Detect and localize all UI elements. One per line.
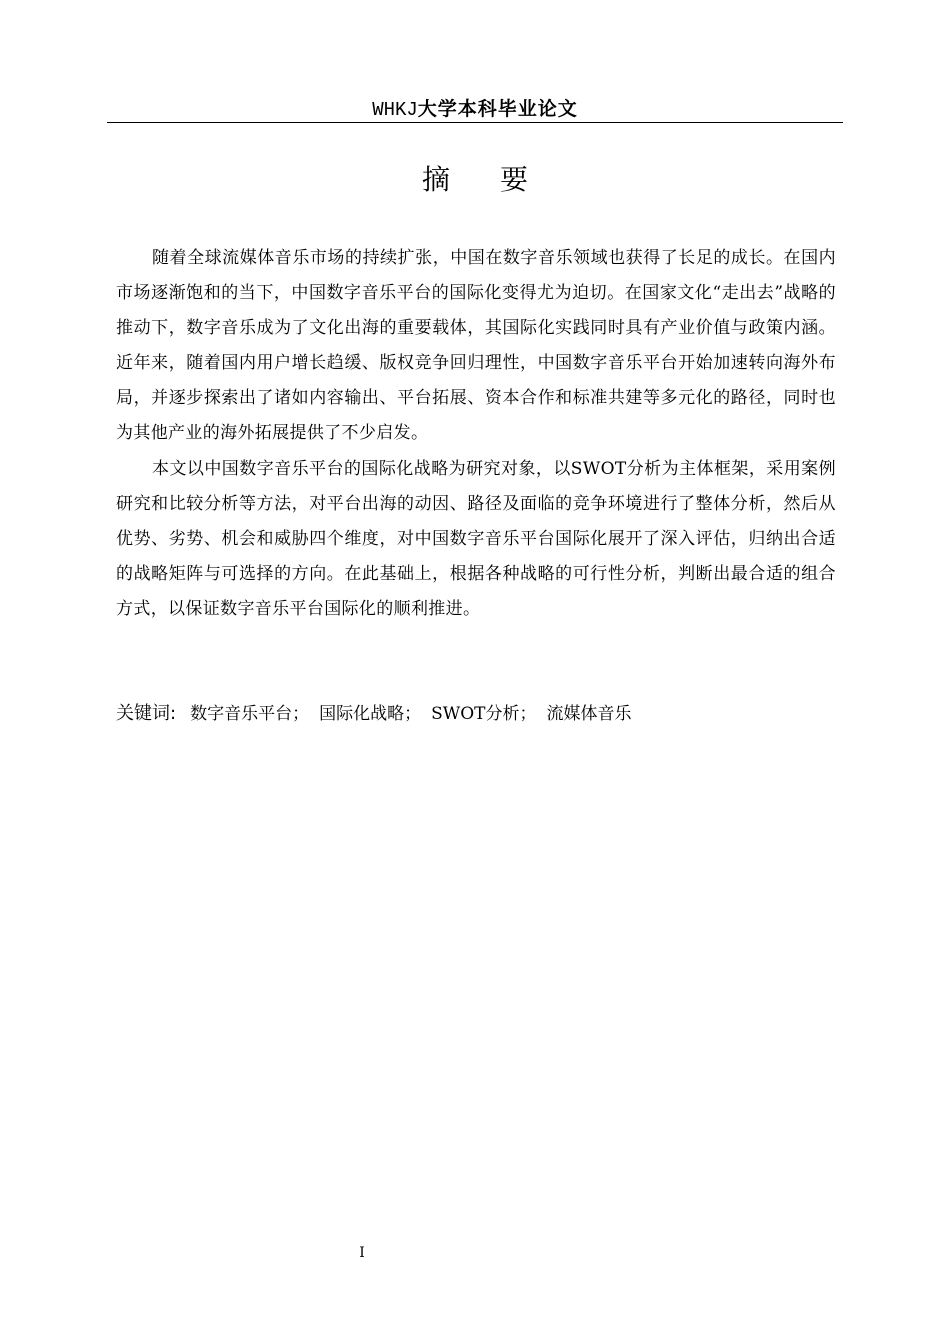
abstract-paragraph-2: 本文以中国数字音乐平台的国际化战略为研究对象，以SWOT分析为主体框架，采用案例研究和比较分析等方法，对平台出海的动因、路径及面临的竞争环境进行了整体分析，然后从优势、劣势、机会和威胁四个维度，对中国数字音乐平台国际化展开了深入评估，归纳出合适的战略矩阵与可选择的方向。在此基础上，根据各种战略的可行性分析，判断出最合适的组合方式，以保证数字音乐平台国际化的顺利推进。	[116, 458, 836, 619]
abstract-paragraph-1: 随着全球流媒体音乐市场的持续扩张，中国在数字音乐领域也获得了长足的成长。在国内市场逐渐饱和的当下，中国数字音乐平台的国际化变得尤为迫切。在国家文化“走出去”战略的推动下，数字音乐成为了文化出海的重要载体，其国际化实践同时具有产业价值与政策内涵。近年来，随着国内用户增长趋缓、版权竞争回归理性，中国数字音乐平台开始加速转向海外布局，并逐步探索出了诸如内容输出、平台拓展、资本合作和标准共建等多元化的路径，同时也为其他产业的海外拓展提供了不少启发。	[116, 248, 836, 444]
header-title: 大学本科毕业论文	[417, 98, 578, 120]
keyword-item: 流媒体音乐	[546, 704, 632, 724]
keyword-item: 数字音乐平台	[190, 704, 293, 724]
abstract-title-char-1: 摘	[421, 163, 450, 196]
keyword-item: SWOT分析	[431, 704, 520, 724]
keyword-separator: ；	[292, 704, 310, 724]
header-prefix: WHKJ	[372, 99, 418, 121]
header-rule	[107, 122, 843, 123]
page-number: I	[359, 1245, 365, 1261]
keywords-label: 关键词:	[116, 703, 177, 724]
keyword-item: 国际化战略	[319, 704, 405, 724]
running-header	[107, 95, 843, 123]
abstract-body	[116, 241, 836, 627]
abstract-title	[107, 160, 843, 200]
abstract-title-char-2: 要	[500, 163, 529, 196]
keyword-separator: ；	[519, 704, 537, 724]
keywords-list	[190, 704, 631, 724]
keyword-separator: ；	[404, 704, 422, 724]
keywords-line	[116, 697, 836, 731]
